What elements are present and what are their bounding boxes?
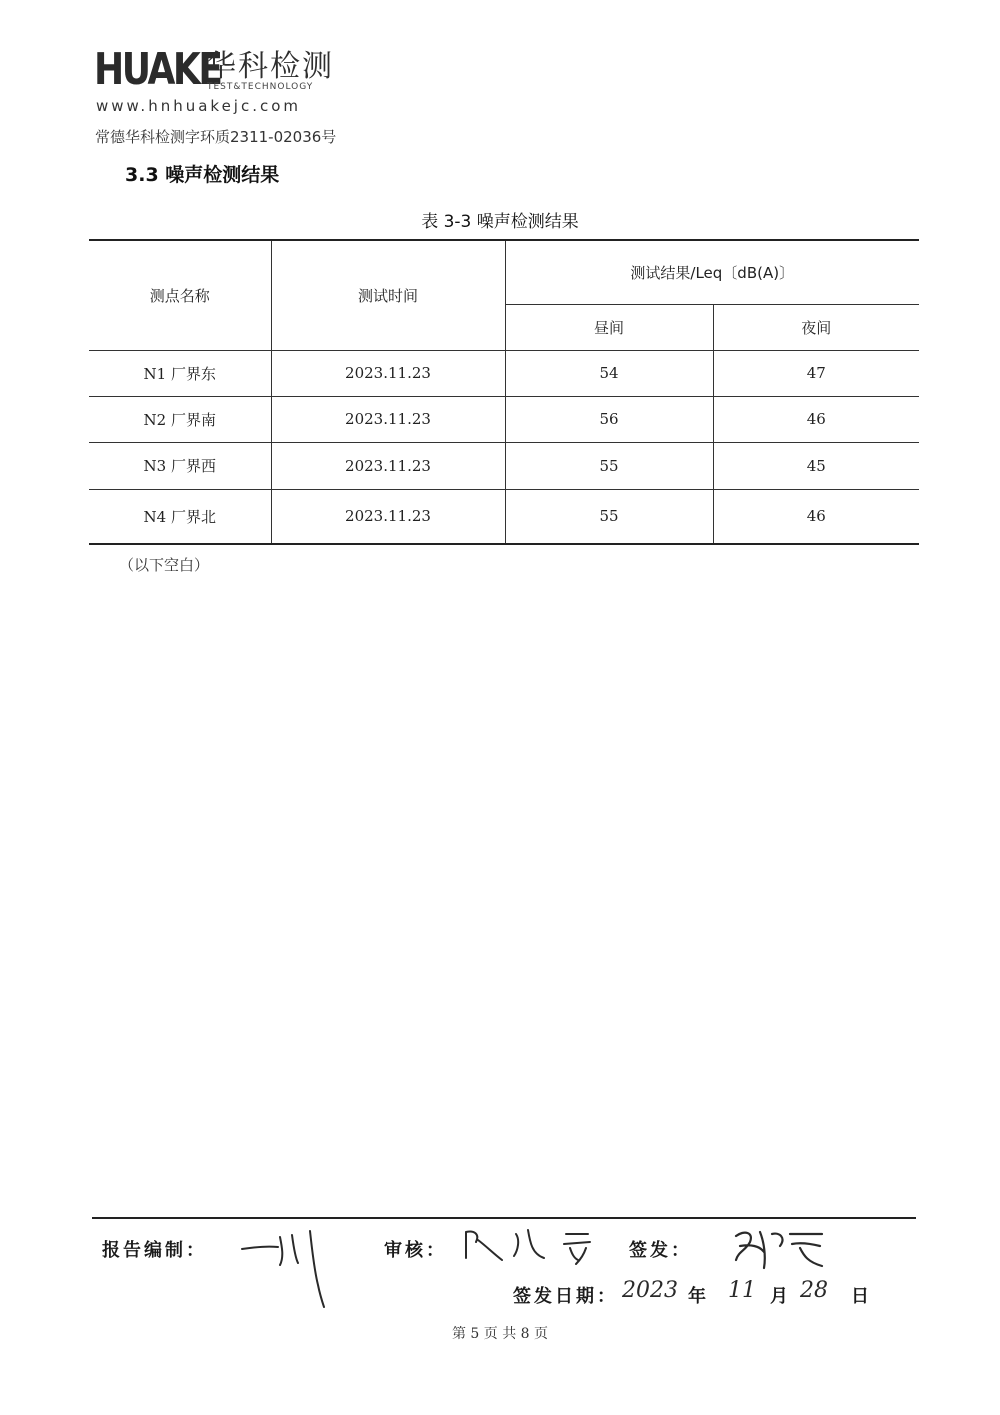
table-row (89, 396, 919, 442)
prepared-by-signature (240, 1225, 340, 1310)
page-number: 第 5 页 共 8 页 (451, 1326, 549, 1342)
review-label: 审核： (384, 1240, 447, 1261)
header-night: 夜间 (713, 304, 919, 350)
report-number: 常德华科检测字环质2311-02036号 (95, 128, 337, 146)
cell-point-name: N4 厂界北 (89, 489, 271, 544)
cell-point-name: N2 厂界南 (89, 396, 271, 442)
cell-day-value: 56 (505, 396, 713, 442)
cell-date: 2023.11.23 (271, 396, 505, 442)
month-unit: 月 (770, 1286, 788, 1307)
issue-date-year: 2023 (622, 1278, 678, 1303)
footer-divider (92, 1217, 916, 1219)
table-row (89, 489, 919, 544)
cell-night-value: 46 (713, 396, 919, 442)
company-website: www.hnhuakejc.com (96, 97, 302, 115)
day-unit: 日 (851, 1286, 869, 1307)
table-row (89, 442, 919, 489)
issuer-signature (730, 1222, 830, 1274)
logo-english-name: TEST&TECHNOLOGY (207, 82, 314, 92)
logo-mark: HUAKE (94, 44, 221, 95)
company-logo (94, 44, 364, 118)
issue-date-label: 签发日期： (513, 1286, 618, 1307)
issue-label: 签发： (629, 1240, 692, 1261)
section-title: 3.3 噪声检测结果 (125, 164, 280, 186)
table-row (89, 350, 919, 396)
cell-day-value: 55 (505, 442, 713, 489)
cell-night-value: 45 (713, 442, 919, 489)
header-result: 测试结果/Leq〔dB(A)〕 (505, 240, 919, 304)
cell-date: 2023.11.23 (271, 442, 505, 489)
logo-chinese-name: 华科检测 (206, 49, 334, 84)
cell-night-value: 46 (713, 489, 919, 544)
cell-date: 2023.11.23 (271, 489, 505, 544)
noise-results-table (89, 239, 919, 545)
prepared-by-label: 报告编制： (102, 1240, 207, 1261)
cell-point-name: N1 厂界东 (89, 350, 271, 396)
year-unit: 年 (688, 1286, 706, 1307)
table-header-row (89, 240, 919, 304)
cell-night-value: 47 (713, 350, 919, 396)
header-day: 昼间 (505, 304, 713, 350)
issue-date-month: 11 (728, 1278, 756, 1303)
header-test-time: 测试时间 (271, 240, 505, 350)
cell-day-value: 54 (505, 350, 713, 396)
issue-date-day: 28 (800, 1278, 828, 1303)
cell-day-value: 55 (505, 489, 713, 544)
table-caption: 表 3-3 噪声检测结果 (421, 212, 579, 232)
blank-note: （以下空白） (119, 556, 210, 574)
cell-point-name: N3 厂界西 (89, 442, 271, 489)
cell-date: 2023.11.23 (271, 350, 505, 396)
header-point-name: 测点名称 (89, 240, 271, 350)
reviewer-signature (456, 1220, 616, 1270)
